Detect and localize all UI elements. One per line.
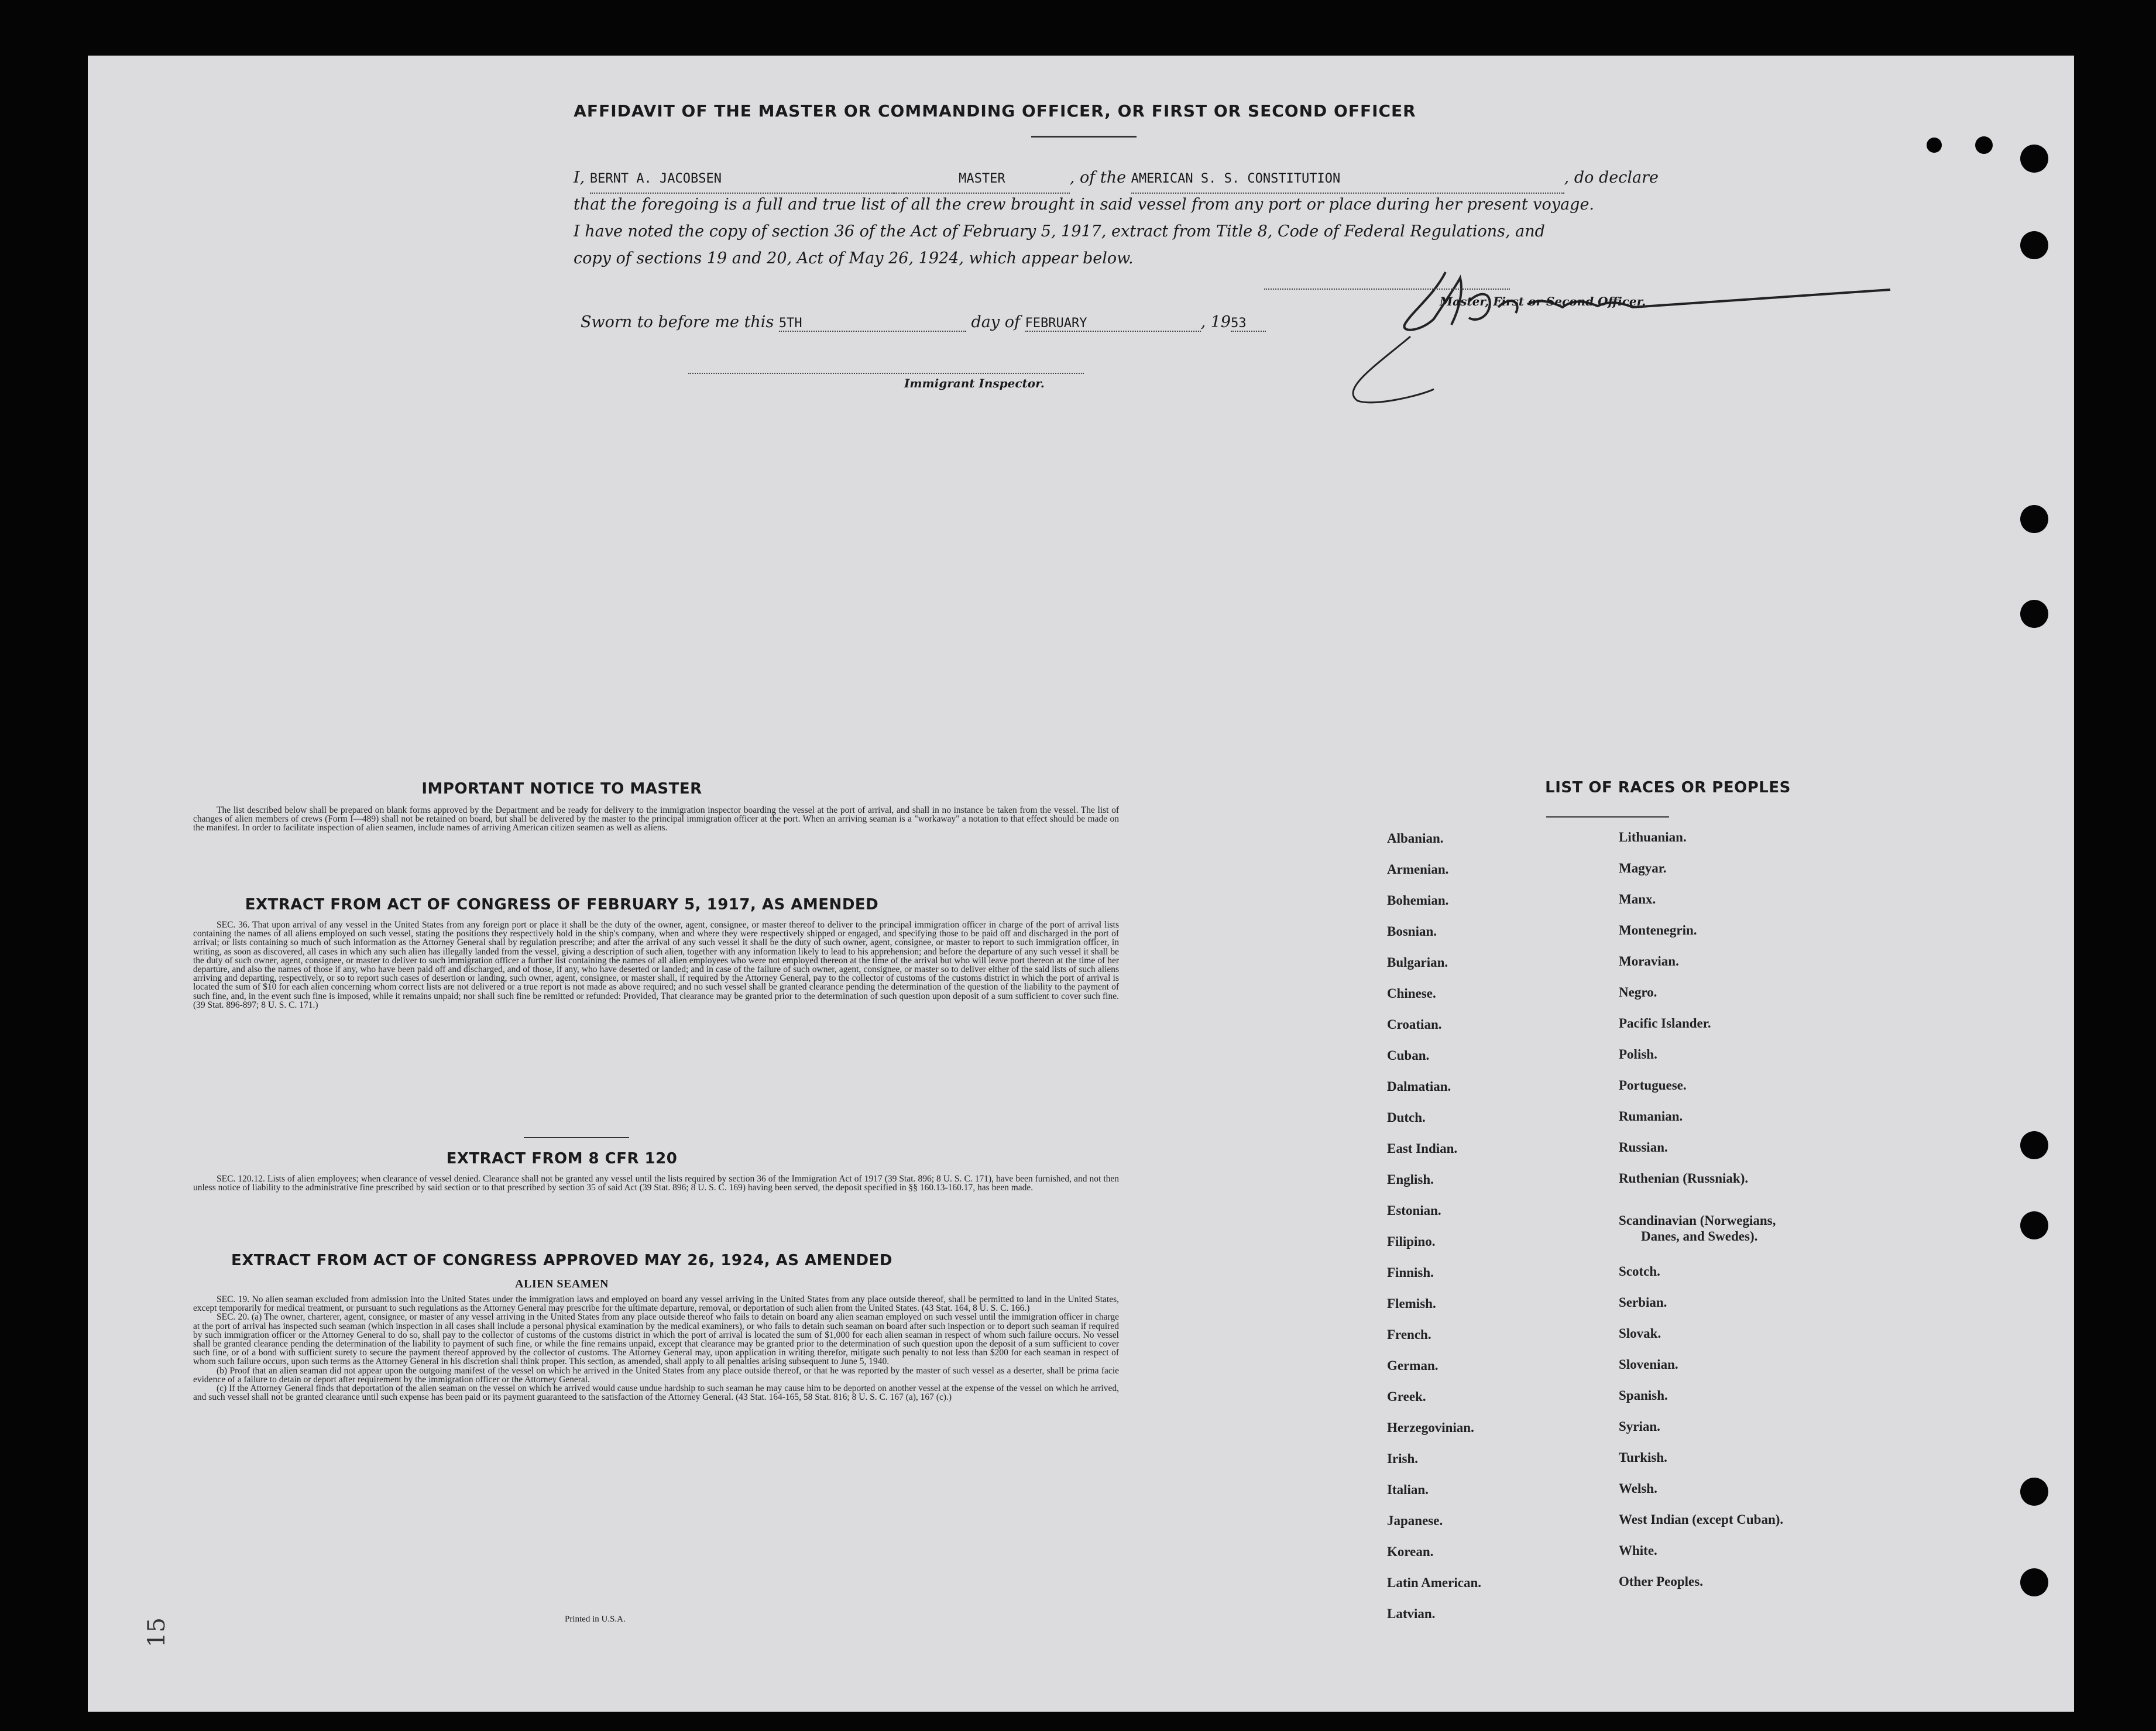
race-item: Danes, and Swedes). (1641, 1229, 1758, 1244)
declaration-i: I, (574, 169, 585, 187)
extract-cfr-heading: EXTRACT FROM 8 CFR 120 (446, 1150, 678, 1167)
declaration-line-4: copy of sections 19 and 20, Act of May 26, 1924, which appear below. (574, 249, 1134, 267)
race-item: Scandinavian (Norwegians, (1619, 1213, 1776, 1228)
punch-hole (2020, 600, 2048, 628)
vessel-name-field: AMERICAN S. S. CONSTITUTION (1131, 166, 1564, 194)
alien-seamen-subheading: ALIEN SEAMEN (515, 1277, 609, 1290)
rule-1917 (524, 1137, 629, 1138)
races-rule (1546, 816, 1669, 818)
declaration-line-2: that the foregoing is a full and true list of all the crew brought in said vessel from any port or place during her present voyage. (574, 195, 1595, 214)
notice-paragraph: The list described below shall be prepared on blank forms approved by the Department and be ready for delivery to the immigration inspector boarding the vessel at the port of arrival, and shall in no instance be taken from the vessel. The list of changes of alien members of crews (Form I—489) shall not be retained on board, but shall be delivered by the master to the principal immigration officer at the port. When an arriving seaman is a "workaway" a notation to that effect should be made on the manifest. In order to facilitate inspection of alien seamen, include names of arriving American citizen seamen as well as aliens. (193, 805, 1119, 833)
race-item: East Indian. (1387, 1141, 1458, 1156)
affidavit-title: AFFIDAVIT OF THE MASTER OR COMMANDING OFFICER, OR FIRST OR SECOND OFFICER (574, 101, 1416, 121)
punch-hole (2020, 1131, 2048, 1159)
margin-mark: 15 (143, 1617, 170, 1647)
race-item: Finnish. (1387, 1265, 1434, 1280)
extract-1924-text (193, 1295, 1119, 1402)
race-item: Magyar. (1619, 861, 1667, 875)
of-the-text: , of the (1069, 169, 1127, 187)
punch-hole (2020, 1478, 2048, 1506)
race-item: Rumanian. (1619, 1109, 1683, 1124)
race-item: Lithuanian. (1619, 830, 1687, 844)
race-item: Dutch. (1387, 1110, 1426, 1125)
race-item: Other Peoples. (1619, 1574, 1703, 1589)
race-item: French. (1387, 1327, 1431, 1342)
extract-1924-heading: EXTRACT FROM ACT OF CONGRESS APPROVED MAY 26, 1924, AS AMENDED (231, 1252, 892, 1269)
race-item: Latin American. (1387, 1575, 1481, 1590)
race-item: Croatian. (1387, 1017, 1442, 1032)
race-item: Bulgarian. (1387, 955, 1448, 970)
notice-text (193, 806, 1119, 833)
punch-hole (2020, 145, 2048, 173)
punch-hole (2020, 505, 2048, 533)
race-item: Scotch. (1619, 1264, 1660, 1279)
race-item: Welsh. (1619, 1481, 1657, 1496)
race-item: Negro. (1619, 985, 1657, 1000)
race-item: Polish. (1619, 1047, 1657, 1062)
punch-hole (2020, 1211, 2048, 1239)
do-declare-text: , do declare (1564, 169, 1659, 187)
race-item: Spanish. (1619, 1388, 1668, 1403)
race-item: White. (1619, 1543, 1657, 1558)
race-item: German. (1387, 1358, 1439, 1373)
inspector-signature-line (688, 373, 1084, 374)
race-item: Japanese. (1387, 1513, 1443, 1528)
sworn-prefix: Sworn to before me this (581, 313, 774, 331)
punch-hole (2020, 231, 2048, 259)
race-item: Turkish. (1619, 1450, 1667, 1465)
extract-cfr-text (193, 1174, 1119, 1192)
race-item: Latvian. (1387, 1606, 1436, 1621)
race-item: Bosnian. (1387, 924, 1437, 939)
race-item: Italian. (1387, 1482, 1429, 1497)
sec-19-paragraph: SEC. 19. No alien seaman excluded from admission into the United States under the immigration laws and employed on board any vessel arriving in the United States from any place outside thereof, shall be permitted to land in the United States, except temporarily for medical treatment, or pursuant to such regulations as the Attorney General may prescribe for the ultimate departure, removal, or deportation of such alien from the United States. (43 Stat. 164, 8 U. S. C. 166.) (193, 1294, 1119, 1314)
signature-image (1258, 249, 1902, 424)
sec-20c-paragraph: (c) If the Attorney General finds that deportation of the alien seaman on the vessel on which he arrived would cause undue hardship to such seaman he may cause him to be deported on another vessel at the expense of the vessel on which he arrived, and such vessel shall not be granted clearance until such expense has been paid or its payment guaranteed to the satisfaction of the Attorney General. (43 Stat. 164-165, 58 Stat. 816; 8 U. S. C. 167 (a), 167 (c).) (193, 1383, 1119, 1403)
sec-120-paragraph: SEC. 120.12. Lists of alien employees; when clearance of vessel denied. Clearance shall not be granted any vessel until the lists required by section 36 of the Immigration Act of 1917 (39 Stat. 896; 8 U. S. C. 171), have been furnished, and not then unless notice of liability to the administrative fine prescribed by said section or to that prescribed by section 35 of said Act (39 Stat. 896; 8 U. S. C. 169) having been served, the deposit specified in §§ 160.13-160.17, has been made. (193, 1174, 1119, 1193)
race-item: Korean. (1387, 1544, 1434, 1559)
declaration-line-1 (574, 164, 1732, 191)
race-item: Ruthenian (Russniak). (1619, 1171, 1749, 1186)
race-item: Albanian. (1387, 831, 1444, 846)
year-prefix: , 19 (1200, 313, 1231, 331)
punch-hole (1927, 138, 1942, 153)
race-item: Estonian. (1387, 1203, 1441, 1218)
day-of-text: day of (971, 313, 1020, 331)
race-item: Russian. (1619, 1140, 1668, 1155)
race-item: Slovenian. (1619, 1357, 1678, 1372)
sec-36-paragraph: SEC. 36. That upon arrival of any vessel in the United States from any foreign port or place it shall be the duty of the owner, agent, consignee, or master thereof to deliver to the principal immigration officer in charge of the port of arrival lists containing the names of all aliens employed on such vessel, stating the positions they respectively hold in the ship's company, when and where they were respectively shipped or engaged, and specifying those to be paid off and discharged in the port of arrival; or lists containing so much of such information as the Attorney General shall by regulation prescribe; and after the arrival of any such vessel it shall be the duty of such owner, agent, consignee, or master to report to such immigration officer, in writing, as soon as discovered, all cases in which any such alien has illegally landed from the vessel, giving a description of such alien, together with any information likely to lead to his apprehension; and before the departure of any such vessel it shall be the duty of such owner, agent, consignee, or master to deliver to such immigration officer a further list containing the names of all alien employees who were not employed thereon at the time of the arrival but who will leave port thereon at the time of her departure, and also the names of those if any, who have been paid off and discharged, and of those, if any, who have deserted or landed; and in case of the failure of such owner, agent, consignee, or master so to deliver either of the said lists of such aliens arriving and departing, respectively, or so to report such cases of desertion or landing, such owner, agent, consignee, or master shall, if required by the Attorney General, pay to the collector of customs of the customs district in which the port of arrival is located the sum of $10 for each alien concerning whom correct lists are not delivered or a true report is not made as above required; and no such vessel shall be granted clearance pending the determination of the question of the liability to the payment of such fine, and, in the event such fine is imposed, while it remains unpaid; nor shall such fine be remitted or refunded: Provided, That clearance may be granted prior to the determination of such question upon deposit of a sum sufficient to cover such fine. (39 Stat. 896-897; 8 U. S. C. 171.) (193, 920, 1119, 1010)
sworn-line (581, 313, 1266, 332)
race-item: Chinese. (1387, 986, 1436, 1001)
signature-line (1264, 288, 1510, 290)
race-item: Serbian. (1619, 1295, 1667, 1310)
race-item: Syrian. (1619, 1419, 1660, 1434)
sworn-month-field: FEBRUARY (1025, 316, 1201, 332)
races-left-column (1387, 831, 1621, 1685)
race-item: Greek. (1387, 1389, 1426, 1404)
notice-heading: IMPORTANT NOTICE TO MASTER (421, 780, 702, 798)
signature-caption: Master, First or Second Officer. (1440, 294, 1646, 308)
sworn-day-field: 5TH (779, 316, 966, 332)
master-name-field: BERNT A. JACOBSEN (590, 166, 894, 194)
punch-hole (2020, 1568, 2048, 1596)
sec-20a-paragraph: SEC. 20. (a) The owner, charterer, agent, consignee, or master of any vessel arriving in the United States from any place outside thereof who fails to detain on board any alien seaman employed on such vessel until the immigration officer in charge at the port of arrival has inspected such seaman (which inspection in all cases shall include a personal physical examination by the medical examiners), or who fails to detain such seaman on board after such inspection or to deport such seaman if required by such immigration officer or the Attorney General to do so, shall pay to the collector of customs of the customs district in which the port of arrival is located the sum of $1,000 for each alien seaman in respect of whom such failure occurs. No vessel shall be granted clearance pending the determination of the liability to payment of such fine, or while the fine remains unpaid, except that clearance may be granted prior to the determination of such question upon the deposit of a sum sufficient to cover such fine, or of a bond with sufficient surety to secure the payment thereof approved by the collector of customs. The Attorney General may, upon application in writing therefor, mitigate such penalty to not less than $200 for each seaman in respect of whom such failure occurs, upon such terms as the Attorney General in his discretion shall think proper. This section, as amended, shall apply to all penalties arising subsequent to June 5, 1940. (193, 1312, 1119, 1367)
sworn-year-field: 53 (1231, 316, 1266, 332)
race-item: Herzegovinian. (1387, 1420, 1474, 1435)
race-item: Armenian. (1387, 862, 1449, 877)
race-item: Bohemian. (1387, 893, 1449, 908)
race-item: Irish. (1387, 1451, 1419, 1466)
sec-20b-paragraph: (b) Proof that an alien seaman did not appear upon the outgoing manifest of the vessel on which he arrived in the United States from any place outside thereof, or that he was reported by the master of such vessel as a deserter, shall be prima facie evidence of a failure to detain or deport after requirement by the immigration officer or the Attorney General. (193, 1365, 1119, 1385)
race-item: Portuguese. (1619, 1078, 1687, 1093)
title-rule (1031, 136, 1137, 138)
form-page (88, 56, 2074, 1712)
race-item: Dalmatian. (1387, 1079, 1451, 1094)
punch-hole (1975, 136, 1993, 154)
race-item: English. (1387, 1172, 1434, 1187)
race-item: Manx. (1619, 892, 1656, 906)
race-item: West Indian (except Cuban). (1619, 1512, 1784, 1527)
races-right-column (1619, 830, 1970, 1684)
race-item: Moravian. (1619, 954, 1679, 968)
race-item: Flemish. (1387, 1296, 1436, 1311)
race-item: Slovak. (1619, 1326, 1661, 1341)
printed-in-usa: Printed in U.S.A. (565, 1615, 626, 1624)
declaration-line-3: I have noted the copy of section 36 of the Act of February 5, 1917, extract from Title 8, Code of Federal Regulations, and (574, 222, 1545, 241)
extract-1917-text (193, 921, 1119, 1009)
race-item: Pacific Islander. (1619, 1016, 1711, 1031)
race-item: Montenegrin. (1619, 923, 1697, 937)
extract-1917-heading: EXTRACT FROM ACT OF CONGRESS OF FEBRUARY 5, 1917, AS AMENDED (245, 896, 879, 913)
races-heading: LIST OF RACES OR PEOPLES (1545, 779, 1791, 796)
race-item: Filipino. (1387, 1234, 1436, 1249)
inspector-caption: Immigrant Inspector. (904, 376, 1045, 390)
race-item: Cuban. (1387, 1048, 1430, 1063)
rank-field: MASTER (894, 166, 1070, 194)
